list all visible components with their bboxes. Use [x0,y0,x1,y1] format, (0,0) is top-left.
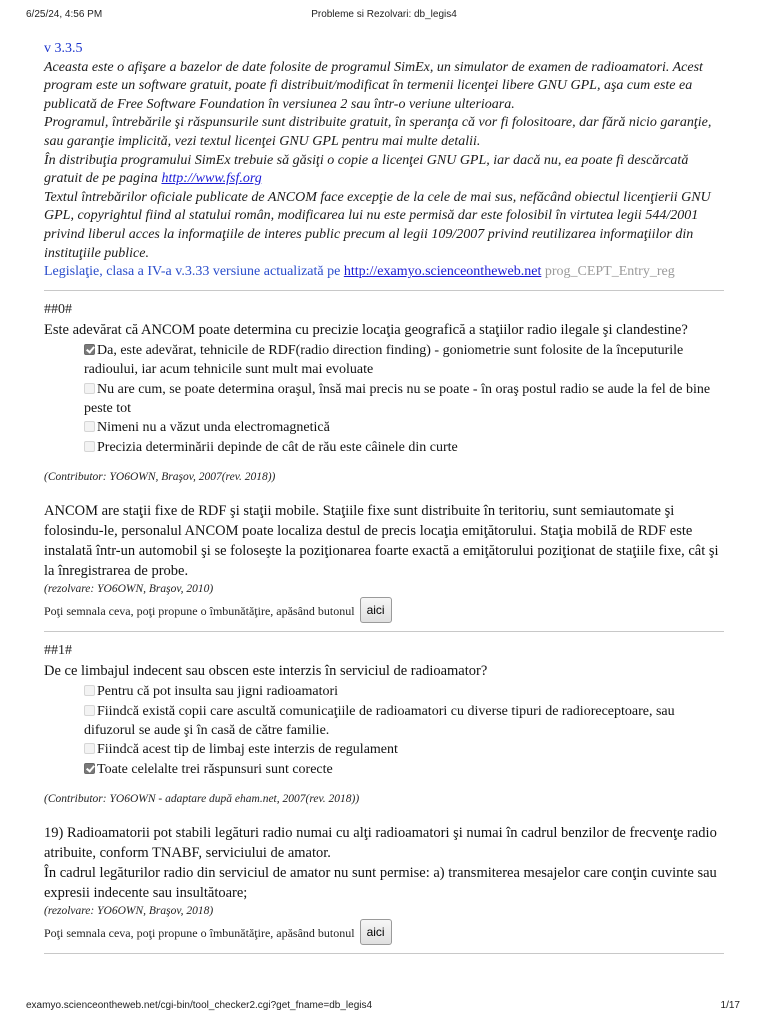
separator [44,631,724,632]
version-label: v 3.3.5 [44,41,83,56]
feedback-button[interactable]: aici [360,597,392,623]
answer-text: Toate celelalte trei răspunsuri sunt corecte [97,761,333,777]
print-title: Probleme si Rezolvari: db_legis4 [311,9,457,20]
intro-paragraph-2: Programul, întrebările şi răspunsurile sunt distribuite gratuit, în speranţa că vor fi folositoare, dar fără nicio garanţie, sau garanţie implicită, vezi textul licenţei GNU GPL pentru mai multe detalii. [44,115,712,149]
page-content [44,40,724,964]
answer-text: Nimeni nu a văzut unda electromagnetică [97,420,330,436]
examyo-link[interactable]: http://examyo.scienceontheweb.net [343,264,542,280]
answer-item [84,341,724,380]
separator [44,290,724,291]
contributor-note: (Contributor: YO6OWN - adaptare după eham.net, 2007(rev. 2018)) [44,793,360,806]
feedback-text: Poţi semnala ceva, poţi propune o îmbunătăţire, apăsând butonul [44,926,355,941]
intro-ancom-notice: Textul întrebărilor oficiale publicate de ANCOM face excepţie de la cele de mai sus, nefăcând obiectul licenţierii GNU GPL, copyrightul fiind al statului român, modificarea lui nu este permisă dar este folosibil în virtutea legii 544/2001 privind liberul acces la informaţiile de interes public precum al legii 109/2007 privind reutilizarea informaţiilor din instituţiile publice. [44,189,711,261]
explanation-line: În cadrul legăturilor radio din serviciul de amator nu sunt permise: a) transmiterea mesajelor care conţin cuvinte sau expresii indecente sau insultătoare; [44,865,717,902]
answer-list [84,682,724,779]
answer-list [84,341,724,457]
fsf-link[interactable]: http://www.fsf.org [161,171,262,187]
answer-text: Precizia determinării depinde de cât de rău este câinele din curte [97,439,458,455]
checkbox[interactable] [84,705,95,716]
checkbox[interactable] [84,383,95,394]
feedback-line [44,597,724,623]
answer-item [84,760,724,779]
separator [44,953,724,954]
checkbox[interactable] [84,743,95,754]
answer-item [84,740,724,759]
prog-tag: prog_CEPT_Entry_reg [541,264,675,280]
answer-item [84,418,724,437]
resolution-note: (rezolvare: YO6OWN, Braşov, 2010) [44,583,214,596]
print-datetime: 6/25/24, 4:56 PM [26,9,103,20]
print-footer [0,994,768,1024]
answer-text: Fiindcă există copii care ascultă comunicaţiile de radioamatori cu diverse tipuri de radioreceptoare, sau difuzorul se aude şi în casă de către familie. [84,703,675,738]
checkbox[interactable] [84,441,95,452]
answer-text: Nu are cum, se poate determina oraşul, însă mai precis nu se poate - în oraş postul radio se aude la fel de bine peste tot [84,381,711,416]
answer-item [84,682,724,701]
checkbox[interactable] [84,685,95,696]
explanation-text: ANCOM are staţii fixe de RDF şi staţii mobile. Staţiile fixe sunt distribuite în teritoriu, sunt semiautomate şi folosindu-le, personalul ANCOM poate localiza destul de precis locaţia emiţătorului. Staţia mobilă de RDF este instalată într-un automobil şi se foloseşte la poziţionarea foarte exactă a emiţătorului poziţionat de staţiile fixe, cât şi la înregistrarea de probe. [44,503,719,580]
explanation-line: 19) Radioamatorii pot stabili legături radio numai cu alţi radioamatori şi numai în cadrul benzilor de frecvenţe radio atribuite, conform TNABF, serviciului de amator. [44,825,717,862]
question-id: ##0# [44,301,72,317]
page-number: 1/17 [720,1000,740,1011]
feedback-line [44,919,724,945]
question-block [44,642,724,945]
resolution-note: (rezolvare: YO6OWN, Braşov, 2018) [44,905,214,918]
feedback-button[interactable]: aici [360,919,392,945]
checkbox-checked[interactable] [84,344,95,355]
question-text: De ce limbajul indecent sau obscen este interzis în serviciul de radioamator? [44,663,488,680]
answer-item [84,438,724,457]
question-id: ##1# [44,643,72,659]
print-header [0,0,768,24]
intro-paragraph-1: Aceasta este o afişare a bazelor de date folosite de programul SimEx, un simulator de examen de radioamatori. Acest program este un software gratuit, poate fi distribuit/modificat în termenii licenţei libere GNU GPL, aşa cum este ea publicată de Free Software Foundation în versiunea 2 sau într-o veriune ulterioara. [44,59,703,112]
intro-section [44,40,724,282]
distribution-text: În distribuţia programului SimEx trebuie să găsiţi o copie a licenţei GNU GPL, iar dacă nu, ea poate fi descărcată gratuit de pe pagina [44,152,689,187]
checkbox[interactable] [84,421,95,432]
answer-text: Fiindcă acest tip de limbaj este interzis de regulament [97,742,398,758]
checkbox-checked[interactable] [84,763,95,774]
print-url: examyo.scienceontheweb.net/cgi-bin/tool_checker2.cgi?get_fname=db_legis4 [26,1000,373,1011]
answer-item [84,702,724,741]
question-block [44,301,724,623]
intro-distribution [44,152,724,189]
feedback-text: Poţi semnala ceva, poţi propune o îmbunătăţire, apăsând butonul [44,604,355,619]
answer-item [84,380,724,419]
contributor-note: (Contributor: YO6OWN, Braşov, 2007(rev. 2018)) [44,471,276,484]
answer-text: Da, este adevărat, tehnicile de RDF(radio direction finding) - goniometrie sunt folosite de la începuturile radioului, iar acum tehnicile sunt mult mai evoluate [84,342,684,378]
legislation-line [44,263,724,282]
question-text: Este adevărat că ANCOM poate determina cu precizie locaţia geografică a staţiilor radio ilegale şi clandestine? [44,321,688,338]
answer-text: Pentru că pot insulta sau jigni radioamatori [97,684,339,700]
legislation-text: Legislaţie, clasa a IV-a v.3.33 versiune actualizată pe [44,264,344,280]
